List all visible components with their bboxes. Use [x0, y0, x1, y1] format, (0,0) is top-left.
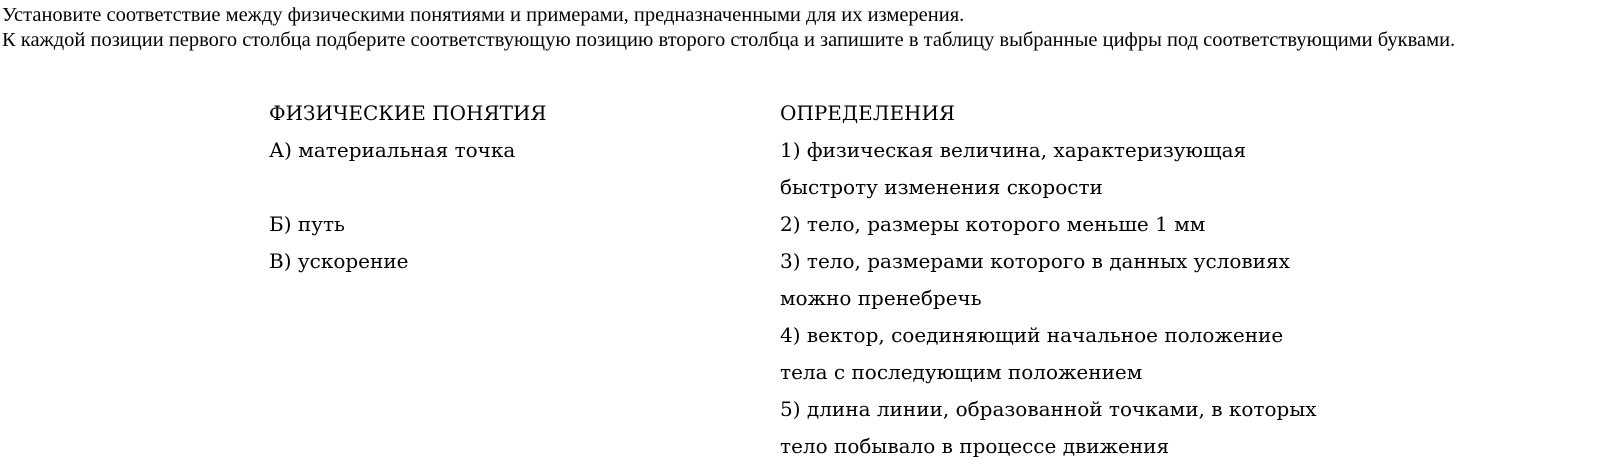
physical-concepts-column	[269, 95, 739, 280]
instruction-line-2: К каждой позиции первого столбца подберите соответствующую позицию второго столбца и запишите в таблицу выбранные цифры под соответствующими буквами.	[2, 29, 1456, 51]
definition-4-line-1: 4) вектор, соединяющий начальное положение	[780, 323, 1284, 347]
definition-2: 2) тело, размеры которого меньше 1 мм	[780, 212, 1206, 236]
definition-1-line-1: 1) физическая величина, характеризующая	[780, 138, 1247, 162]
definition-1-line-2: быстроту изменения скорости	[780, 175, 1103, 199]
concept-item-a: А) материальная точка	[269, 138, 516, 162]
definition-5-line-1: 5) длина линии, образованной точками, в которых	[780, 397, 1317, 421]
definition-3-line-1: 3) тело, размерами которого в данных условиях	[780, 249, 1290, 273]
physical-concepts-header: ФИЗИЧЕСКИЕ ПОНЯТИЯ	[269, 101, 547, 125]
concept-item-c: В) ускорение	[269, 249, 409, 273]
task-instructions	[2, 3, 1614, 53]
definition-4-line-2: тела с последующим положением	[780, 360, 1143, 384]
definitions-header: ОПРЕДЕЛЕНИЯ	[780, 101, 956, 125]
concept-spacer	[269, 169, 739, 206]
definition-3-line-2: можно пренебречь	[780, 286, 982, 310]
concept-item-b: Б) путь	[269, 212, 345, 236]
definitions-column	[780, 95, 1340, 465]
instruction-line-1: Установите соответствие между физическими понятиями и примерами, предназначенными для их измерения.	[2, 4, 965, 26]
definition-5-line-2: тело побывало в процессе движения	[780, 434, 1170, 458]
